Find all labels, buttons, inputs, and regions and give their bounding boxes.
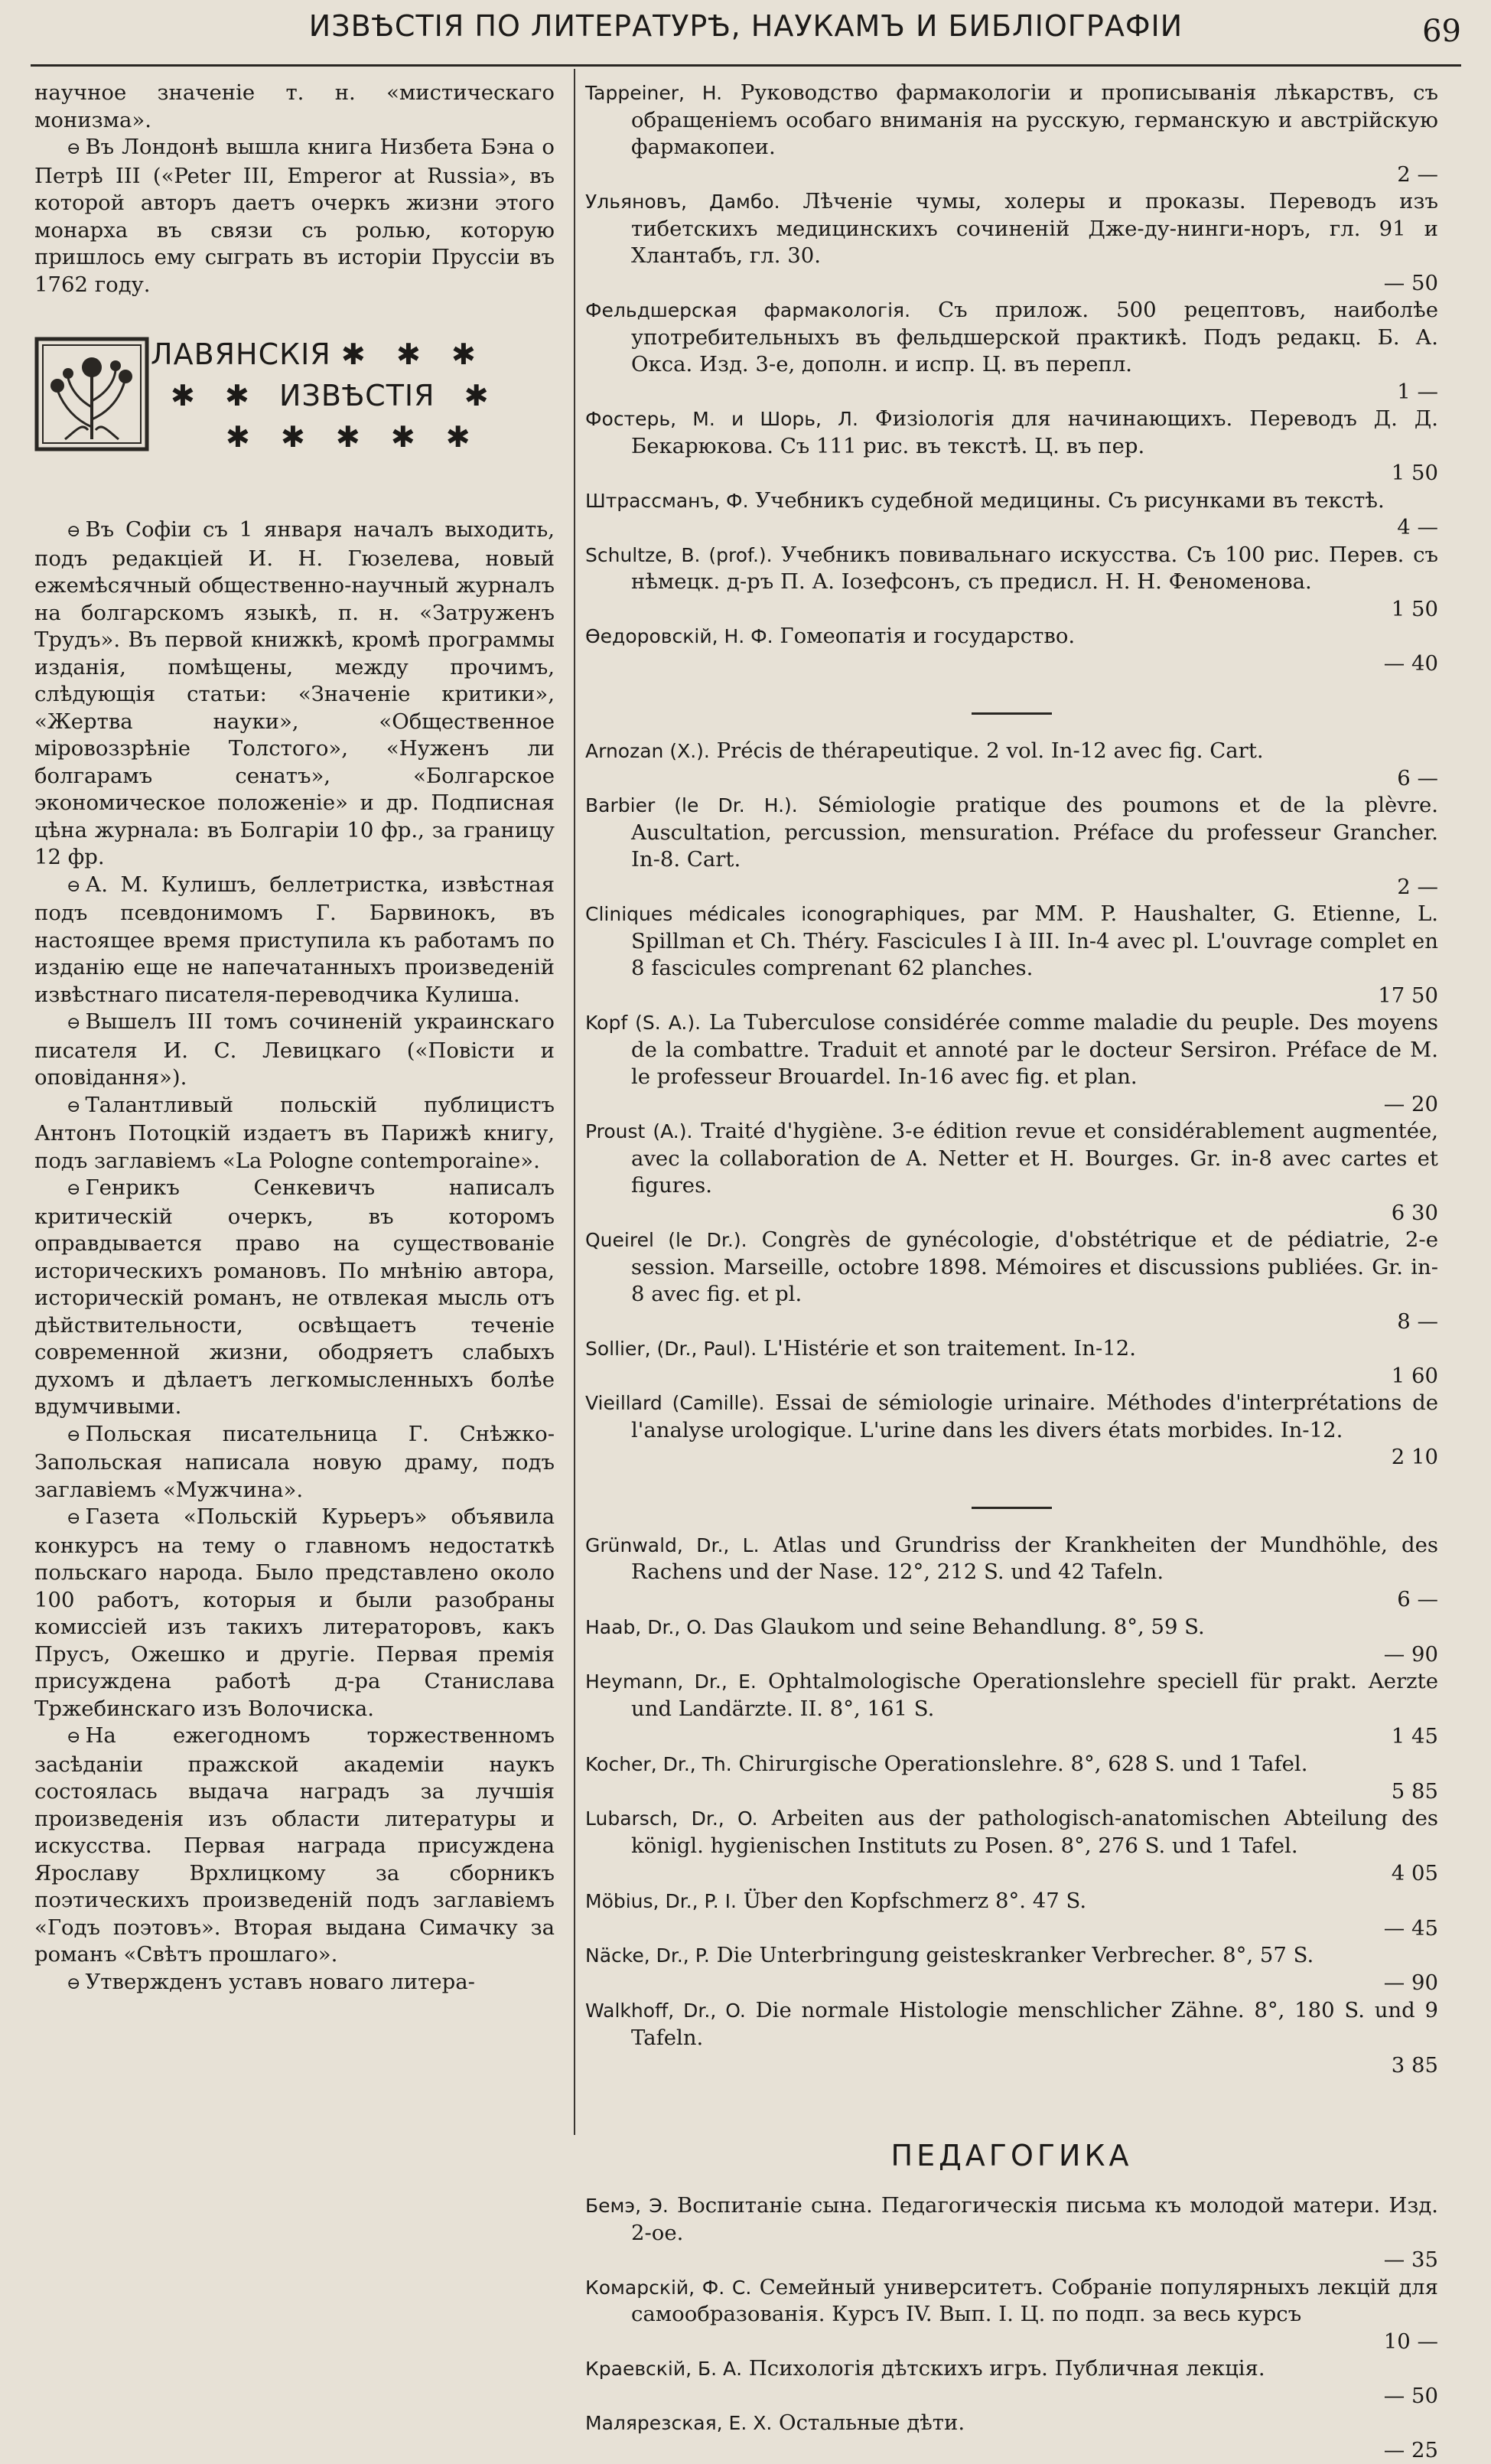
- book-entry: [585, 792, 1438, 901]
- book-entry: [585, 1997, 1438, 2079]
- book-price: 8 —: [1397, 1309, 1438, 1334]
- german-book-list: [585, 1532, 1438, 2080]
- left-column: [34, 80, 555, 2161]
- bullet-icon: ⊖: [67, 522, 81, 541]
- book-author: Proust (A.).: [585, 1120, 693, 1142]
- book-author: Arnozan (X.).: [585, 740, 710, 762]
- book-author: Näcke, Dr., P.: [585, 1944, 710, 1967]
- heading-line-2: ИЗВѢСТІЯ: [279, 379, 435, 412]
- book-title: Congrès de gynécologie, d'obstétrique et de pédiatrie, 2-e session. Marseille, octobre 1898. Mémoires et discussions publiées. Gr. in-8 avec fig. et pl.: [631, 1227, 1438, 1306]
- right-column: [585, 80, 1439, 2462]
- book-author: Walkhoff, Dr., O.: [585, 2000, 746, 2022]
- book-entry: [585, 2410, 1438, 2464]
- running-title: ИЗВѢСТІЯ ПО ЛИТЕРАТУРѢ, НАУКАМЪ И БИБЛІОГРАФІИ: [308, 9, 1183, 43]
- book-entry: [585, 80, 1438, 188]
- bullet-icon: ⊖: [67, 1097, 81, 1116]
- book-price: 1 —: [1397, 379, 1438, 404]
- news-item-text: Газета «Польскій Курьеръ» объявила конкурсъ на тему о главномъ недостаткѣ польскаго народа. Было представлено около 100 работъ, которыя и были разобраны комиссіей изъ такихъ литераторовъ, какъ Прусъ, Ожешко и другіе. Первая премія присуждена работѣ д-ра Станислава Тржебинскаго изъ Волочиска.: [34, 1504, 555, 1721]
- book-price: 3 85: [1391, 2052, 1438, 2078]
- book-price: — 90: [1383, 1641, 1438, 1667]
- russian-book-list: [585, 80, 1438, 677]
- book-title: Остальные дѣти.: [772, 2410, 965, 2436]
- book-title: Учебникъ повивальнаго искусства. Съ 100 рис. Перев. съ нѣмецк. д-ръ П. А. Іозефсонъ, съ предисл. Н. Н. Феноменова.: [631, 542, 1438, 594]
- book-entry: [585, 1227, 1438, 1335]
- book-title: Précis de thérapeutique. 2 vol. In-12 avec fig. Cart.: [709, 738, 1264, 763]
- news-item: [34, 1723, 555, 1969]
- news-item-text: Талантливый польскій публицистъ Антонъ Потоцкій издаетъ въ Парижѣ книгу, подъ заглавіемъ «La Pologne contemporaine».: [34, 1092, 555, 1173]
- bullet-icon: ⊖: [67, 1509, 81, 1528]
- news-item-text: Утвержденъ уставъ новаго литера-: [85, 1969, 475, 1994]
- book-author: Kocher, Dr., Th.: [585, 1752, 732, 1775]
- news-item: [34, 1421, 555, 1504]
- star-icon: ✱: [451, 337, 477, 371]
- book-title: Учебникъ судебной медицины. Съ рисунками въ текстѣ.: [748, 487, 1385, 513]
- book-title: Физіологія для начинающихъ. Переводъ Д. Д. Бекарюкова. Съ 111 рис. въ текстѣ. Ц. въ пер.: [631, 406, 1438, 458]
- book-price: 2 10: [1391, 1445, 1438, 1469]
- news-item: [34, 1504, 555, 1723]
- book-entry: [585, 1009, 1438, 1118]
- book-price: 2 —: [1397, 161, 1438, 187]
- bullet-icon: ⊖: [67, 1426, 81, 1445]
- book-author: Queirel (le Dr.).: [585, 1229, 747, 1251]
- page-number: 69: [1422, 14, 1461, 49]
- star-icon: ✱: [226, 420, 251, 454]
- news-item: [34, 1969, 555, 1998]
- star-icon: ✱: [464, 379, 490, 412]
- pedagogy-heading: ПЕДАГОГИКА: [890, 2139, 1133, 2173]
- book-entry: [585, 623, 1438, 677]
- book-title: Воспитаніе сына. Педагогическія письма къ молодой матери. Изд. 2-ое.: [631, 2193, 1438, 2245]
- news-item: [34, 1009, 555, 1092]
- book-title: Ophtalmologische Operationslehre speciell für prakt. Aerzte und Landärzte. II. 8°, 161 S.: [631, 1669, 1438, 1722]
- book-entry: [585, 1805, 1438, 1887]
- section-title: [149, 334, 555, 458]
- book-price: 6 30: [1391, 1200, 1438, 1225]
- book-author: Комарскій, Ф. С.: [585, 2276, 752, 2299]
- book-title: Die Unterbringung geisteskranker Verbrecher. 8°, 57 S.: [709, 1943, 1314, 1968]
- news-item-text: А. М. Кулишъ, беллетристка, извѣстная подъ псевдонимомъ Г. Барвинокъ, въ настоящее время приступила къ работамъ по изданію еще не напечатанныхъ произведеній извѣстнаго писателя-переводчика Кулиша.: [34, 872, 555, 1007]
- book-entry: [585, 1390, 1438, 1472]
- book-price: 6 —: [1397, 765, 1438, 790]
- book-author: Фельдшерская фармакологія.: [585, 299, 911, 321]
- book-title: Essai de sémiologie urinaire. Méthodes d'interprétations de l'analyse urologique. L'urine dans les divers états morbides. In-12.: [631, 1390, 1438, 1442]
- book-entry: [585, 1668, 1438, 1750]
- book-author: Haab, Dr., O.: [585, 1615, 707, 1638]
- star-icon: ✱: [280, 420, 306, 454]
- bullet-icon: ⊖: [67, 1728, 81, 1747]
- intro-paragraph: научное значеніе т. н. «мистическаго монизма».: [34, 80, 555, 132]
- book-price: 1 50: [1391, 596, 1438, 621]
- book-title: Das Glaukom und seine Behandlung. 8°, 59 S.: [706, 1614, 1205, 1639]
- book-price: — 90: [1383, 1970, 1438, 1996]
- book-author: Краевскій, Б. А.: [585, 2358, 743, 2381]
- book-title: Гомеопатія и государство.: [773, 624, 1076, 648]
- book-title: Съ прилож. 500 рецептовъ, наиболѣе употребительныхъ въ фельдшерской практикѣ. Подъ редакц. Б. А. Окса. Изд. 3-е, дополн. и испр. Ц. въ перепл.: [631, 298, 1438, 376]
- section-divider: [972, 712, 1052, 715]
- book-entry: [585, 738, 1438, 792]
- book-title: Chirurgische Operationslehre. 8°, 628 S. und 1 Tafel.: [731, 1751, 1308, 1776]
- book-entry: [585, 542, 1438, 624]
- book-author: Tappeiner, H.: [585, 82, 723, 104]
- book-price: 6 —: [1397, 1587, 1438, 1612]
- bullet-icon: ⊖: [67, 1180, 81, 1199]
- book-price: 5 85: [1391, 1778, 1438, 1804]
- book-price: — 40: [1383, 650, 1438, 676]
- section-divider: [972, 1507, 1052, 1509]
- news-item: [34, 517, 555, 872]
- book-title: Die normale Histologie menschlicher Zähne. 8°, 180 S. und 9 Tafeln.: [631, 1998, 1438, 2050]
- book-author: Штрассманъ, Ф.: [585, 489, 749, 512]
- book-title: La Tuberculose considérée comme maladie du peuple. Des moyens de la combattre. Traduit et annoté par le docteur Sersiron. Préface de M. le professeur Brouardel. In-16 avec fig. et plan.: [631, 1010, 1438, 1089]
- star-icon: ✱: [335, 420, 361, 454]
- book-entry: [585, 1614, 1438, 1669]
- news-item: [34, 1175, 555, 1421]
- book-author: Barbier (le Dr. H.).: [585, 794, 798, 816]
- book-author: Heymann, Dr., E.: [585, 1670, 757, 1693]
- book-title: Atlas und Grundriss der Krankheiten der Mundhöhle, des Rachens und der Nase. 12°, 212 S. und 42 Tafeln.: [631, 1532, 1438, 1585]
- book-entry: [585, 2192, 1438, 2274]
- news-item-text: На ежегодномъ торжественномъ засѣданіи пражской академіи наукъ состоялась выдача наградъ за лучшія произведенія изъ области литературы и искусства. Первая награда присуждена Ярославу Врхлицкому за сборникъ поэтическихъ произведеній подъ заглавіемъ «Годъ поэтовъ». Вторая выдана Симачку за романъ «Свѣтъ прошлаго».: [34, 1723, 555, 1967]
- book-author: Möbius, Dr., P. I.: [585, 1889, 737, 1912]
- book-entry: [585, 901, 1438, 1009]
- book-author: Ульяновъ, Дамбо.: [585, 191, 780, 213]
- book-title: Психологія дѣтскихъ игръ. Публичная лекція.: [742, 2356, 1265, 2381]
- book-author: Schultze, B. (prof.).: [585, 543, 773, 566]
- book-price: — 50: [1383, 2383, 1438, 2408]
- book-entry: [585, 1335, 1438, 1390]
- news-item-text: Въ Софіи съ 1 января началъ выходить, подъ редакціей И. Н. Гюзелева, новый ежемѣсячный общественно-научный журналъ на болгарскомъ языкѣ, п. н. «Затруженъ Трудъ». Въ первой книжкѣ, кромѣ программы изданія, помѣщены, между прочимъ, слѣдующія статьи: «Значеніе критики», «Жертва науки», «Общественное міровоззрѣніе Толстого», «Нуженъ ли болгарамъ сенатъ», «Болгарское экономическое положеніе» и др. Подписная цѣна журнала: въ Болгаріи 10 фр., за границу 12 фр.: [34, 517, 555, 869]
- section-heading: [34, 334, 555, 506]
- book-price: 1 50: [1391, 461, 1438, 485]
- book-price: — 25: [1383, 2437, 1438, 2462]
- book-price: 10 —: [1383, 2329, 1438, 2354]
- star-icon: ✱: [171, 379, 196, 412]
- book-price: 2 —: [1397, 874, 1438, 899]
- book-price: — 45: [1383, 1915, 1438, 1941]
- french-book-list: [585, 738, 1438, 1472]
- book-entry: [585, 2355, 1438, 2410]
- bullet-icon: ⊖: [67, 1973, 81, 1993]
- news-item-text: Генрикъ Сенкевичъ написалъ критическій очеркъ, въ которомъ оправдывается право на существованіе историческихъ романовъ. По мнѣнію автора, историческій романъ, не отвлекая мысль отъ дѣйствительности, освѣщаетъ теченіе современной жизни, ободряетъ слабыхъ духомъ и дѣлаетъ легкомысленныхъ болѣе вдумчивыми.: [34, 1175, 555, 1419]
- book-title: Руководство фармакологіи и прописыванія лѣкарствъ, съ обращеніемъ особаго вниманія на русскую, германскую и австрійскую фармакопеи.: [631, 80, 1438, 159]
- book-entry: [585, 2274, 1438, 2356]
- book-author: Өедоровскій, Н. Ф.: [585, 625, 773, 647]
- star-icon: ✱: [225, 379, 250, 412]
- book-entry: [585, 297, 1438, 406]
- book-price: — 20: [1383, 1091, 1438, 1116]
- book-price: 17 50: [1378, 983, 1438, 1008]
- book-price: 1 45: [1391, 1724, 1438, 1749]
- book-title: L'Histérie et son traitement. In-12.: [757, 1336, 1136, 1361]
- book-entry: [585, 1532, 1438, 1614]
- book-price: 4 —: [1397, 515, 1438, 539]
- book-author: Vieillard (Camille).: [585, 1392, 765, 1414]
- news-item: [34, 872, 555, 1009]
- news-item-text: Въ Лондонѣ вышла книга Низбета Бэна о Петрѣ III («Peter III, Emperor at Russia», въ которой авторъ даетъ очеркъ жизни этого монарха въ связи съ ролью, которую пришлось ему сыграть въ исторіи Пруссіи въ 1762 году.: [34, 135, 555, 297]
- star-icon: ✱: [445, 420, 471, 454]
- book-title: Arbeiten aus der pathologisch-anatomischen Abteilung des königl. hygienischen Instituts zu Posen. 8°, 276 S. und 1 Tafel.: [631, 1806, 1438, 1859]
- book-price: 4 05: [1391, 1861, 1438, 1886]
- book-author: Grünwald, Dr., L.: [585, 1533, 760, 1556]
- bullet-icon: ⊖: [67, 876, 81, 896]
- column-divider: [574, 69, 575, 2135]
- book-entry: [585, 1751, 1438, 1806]
- flower-ornament-icon: [34, 337, 149, 451]
- star-icon: ✱: [390, 420, 416, 454]
- book-title: par MM. P. Haushalter, G. Etienne, L. Spillman et Ch. Théry. Fascicules I à III. In-4 avec pl. L'ouvrage complet en 8 fascicules comprenant 62 planches.: [631, 901, 1438, 980]
- book-author: Малярезская, Е. Х.: [585, 2412, 773, 2435]
- book-entry: [585, 1942, 1438, 1997]
- heading-line-1: ЛАВЯНСКІЯ: [151, 337, 331, 371]
- book-title: Лѣченіе чумы, холеры и проказы. Переводъ изъ тибетскихъ медицинскихъ сочиненій Дже-ду-нинги-норъ, гл. 91 и Хлантабъ, гл. 30.: [631, 189, 1438, 268]
- book-author: Cliniques médicales iconographiques,: [585, 903, 966, 925]
- book-title: Sémiologie pratique des poumons et de la plèvre. Auscultation, percussion, mensuration. Préface du professeur Grancher. In-8. Cart.: [631, 793, 1438, 872]
- book-entry: [585, 1888, 1438, 1943]
- book-title: Семейный университетъ. Собраніе популярныхъ лекцій для самообразованія. Курсъ IV. Вып. I. Ц. по подп. за весь курсъ: [631, 2274, 1438, 2327]
- news-item-text: Польская писательница Г. Снѣжко-Запольская написала новую драму, подъ заглавіемъ «Мужчина».: [34, 1421, 555, 1502]
- book-price: — 50: [1383, 270, 1438, 295]
- book-price: — 35: [1383, 2247, 1438, 2273]
- book-author: Фостерь, М. и Шорь, Л.: [585, 408, 858, 430]
- book-entry: [585, 487, 1438, 542]
- book-author: Sollier, (Dr., Paul).: [585, 1338, 757, 1360]
- book-author: Lubarsch, Dr., O.: [585, 1807, 758, 1830]
- star-icon: ✱: [396, 337, 422, 371]
- bullet-icon: ⊖: [67, 139, 81, 158]
- book-author: Бемэ, Э.: [585, 2195, 669, 2218]
- book-title: Über den Kopfschmerz 8°. 47 S.: [736, 1888, 1087, 1913]
- book-title: Traité d'hygiène. 3-e édition revue et considérablement augmentée, avec la collaboration de A. Netter et H. Bourges. Gr. in-8 avec cartes et figures.: [631, 1119, 1439, 1198]
- star-icon: ✱: [340, 337, 366, 371]
- bullet-icon: ⊖: [67, 1014, 81, 1033]
- pedagogy-book-list: [585, 2192, 1438, 2464]
- book-author: Kopf (S. A.).: [585, 1012, 702, 1034]
- news-item: [34, 1092, 555, 1175]
- book-price: 1 60: [1391, 1363, 1438, 1388]
- book-entry: [585, 188, 1438, 297]
- book-entry: [585, 1118, 1438, 1227]
- news-item: [34, 134, 555, 298]
- book-entry: [585, 406, 1438, 487]
- running-head: [31, 0, 1461, 67]
- news-item-text: Вышелъ III томъ сочиненій украинскаго писателя И. С. Левицкаго («Повісти и оповідання»).: [34, 1009, 555, 1090]
